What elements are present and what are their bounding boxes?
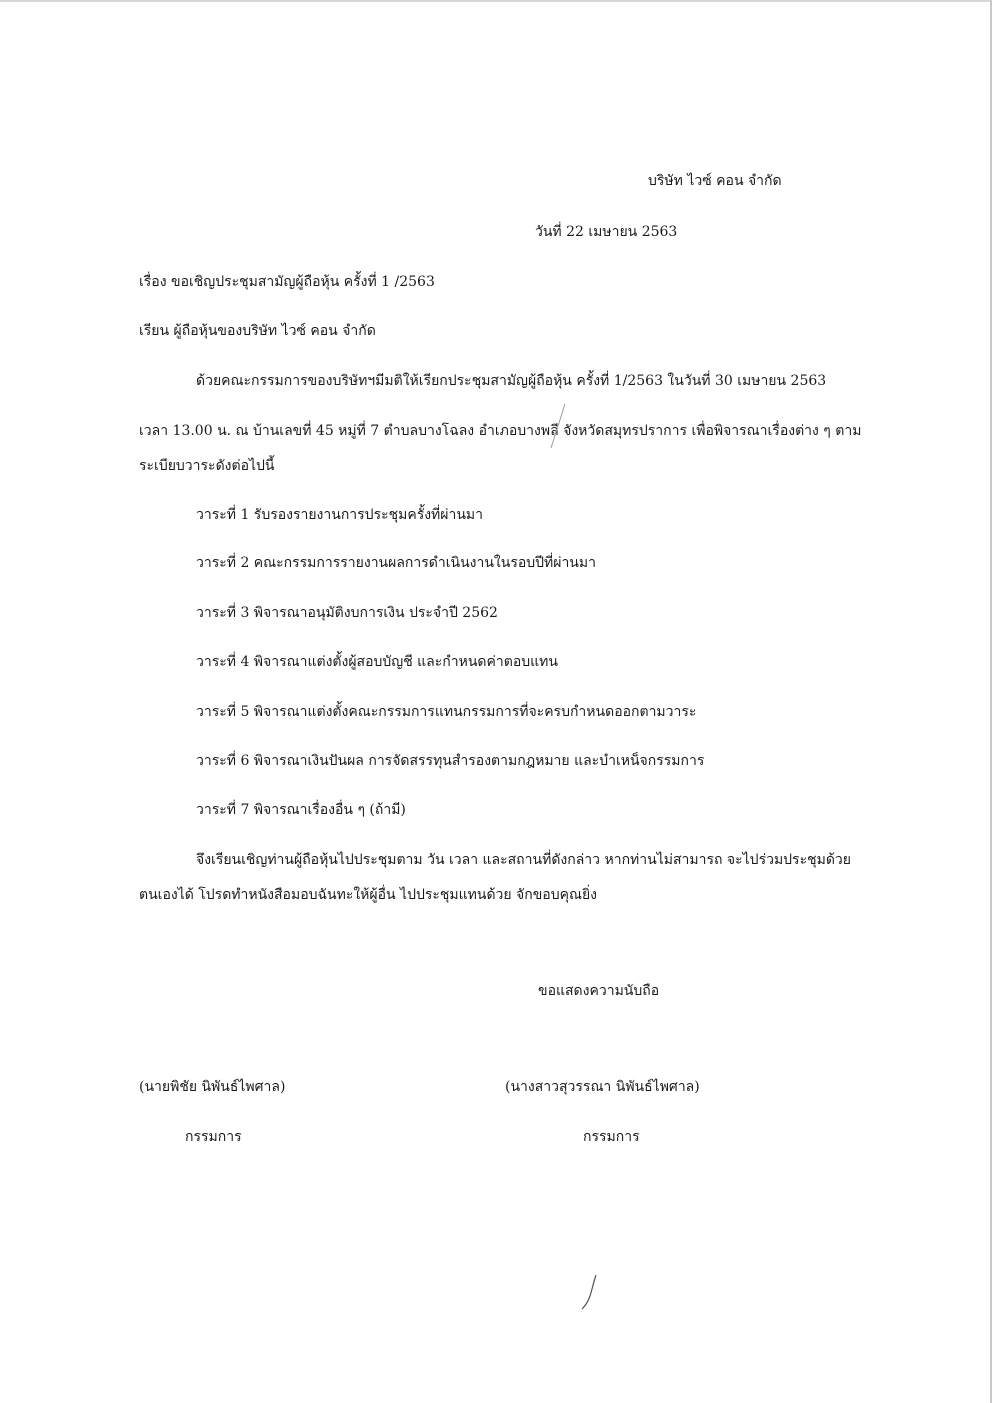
- body-intro-line-3: ระเบียบวาระดังต่อไปนี้: [139, 458, 275, 474]
- pen-mark: [545, 402, 569, 452]
- body-intro-line-2: เวลา 13.00 น. ณ บ้านเลขที่ 45 หมู่ที่ 7 ตำบลบางโฉลง อำเภอบางพลี จังหวัดสมุทรปราการ เพื่อพิจารณาเรื่องต่าง ๆ ตาม: [139, 423, 862, 439]
- scan-edge-top: [0, 0, 992, 2]
- signatory-1-name: (นายพิชัย นิพันธ์ไพศาล): [139, 1079, 286, 1095]
- signatory-1-title: กรรมการ: [185, 1129, 242, 1145]
- agenda-item-2: วาระที่ 2 คณะกรรมการรายงานผลการดำเนินงานในรอบปีที่ผ่านมา: [196, 555, 596, 571]
- date-line: วันที่ 22 เมษายน 2563: [535, 224, 678, 240]
- pen-mark-bottom: [578, 1272, 602, 1312]
- agenda-item-4: วาระที่ 4 พิจารณาแต่งตั้งผู้สอบบัญชี และกำหนดค่าตอบแทน: [196, 654, 558, 670]
- agenda-item-6: วาระที่ 6 พิจารณาเงินปันผล การจัดสรรทุนสำรองตามกฎหมาย และบำเหน็จกรรมการ: [196, 753, 705, 769]
- signatory-2-title: กรรมการ: [583, 1129, 640, 1145]
- agenda-item-5: วาระที่ 5 พิจารณาแต่งตั้งคณะกรรมการแทนกรรมการที่จะครบกำหนดออกตามวาระ: [196, 704, 697, 720]
- agenda-item-7: วาระที่ 7 พิจารณาเรื่องอื่น ๆ (ถ้ามี): [196, 802, 406, 818]
- company-header: บริษัท ไวซ์ คอน จำกัด: [648, 173, 782, 189]
- salutation-line: เรียน ผู้ถือหุ้นของบริษัท ไวซ์ คอน จำกัด: [139, 323, 376, 339]
- body-intro-line-1: ด้วยคณะกรรมการของบริษัทฯมีมติให้เรียกประชุมสามัญผู้ถือหุ้น ครั้งที่ 1/2563 ในวันที่ 30 เมษายน 2563: [196, 373, 827, 389]
- subject-line: เรื่อง ขอเชิญประชุมสามัญผู้ถือหุ้น ครั้งที่ 1 /2563: [139, 274, 435, 290]
- body-closing-line-1: จึงเรียนเชิญท่านผู้ถือหุ้นไปประชุมตาม วัน เวลา และสถานที่ดังกล่าว หากท่านไม่สามารถ จะไปร่วมประชุมด้วย: [196, 852, 851, 868]
- signatory-2-name: (นางสาวสุวรรณา นิพันธ์ไพศาล): [505, 1079, 700, 1095]
- complimentary-close: ขอแสดงความนับถือ: [538, 983, 660, 999]
- body-closing-line-2: ตนเองได้ โปรดทำหนังสือมอบฉันทะให้ผู้อื่น ไปประชุมแทนด้วย จักขอบคุณยิ่ง: [139, 887, 597, 903]
- agenda-item-1: วาระที่ 1 รับรองรายงานการประชุมครั้งที่ผ่านมา: [196, 507, 484, 523]
- agenda-item-3: วาระที่ 3 พิจารณาอนุมัติงบการเงิน ประจำปี 2562: [196, 605, 498, 621]
